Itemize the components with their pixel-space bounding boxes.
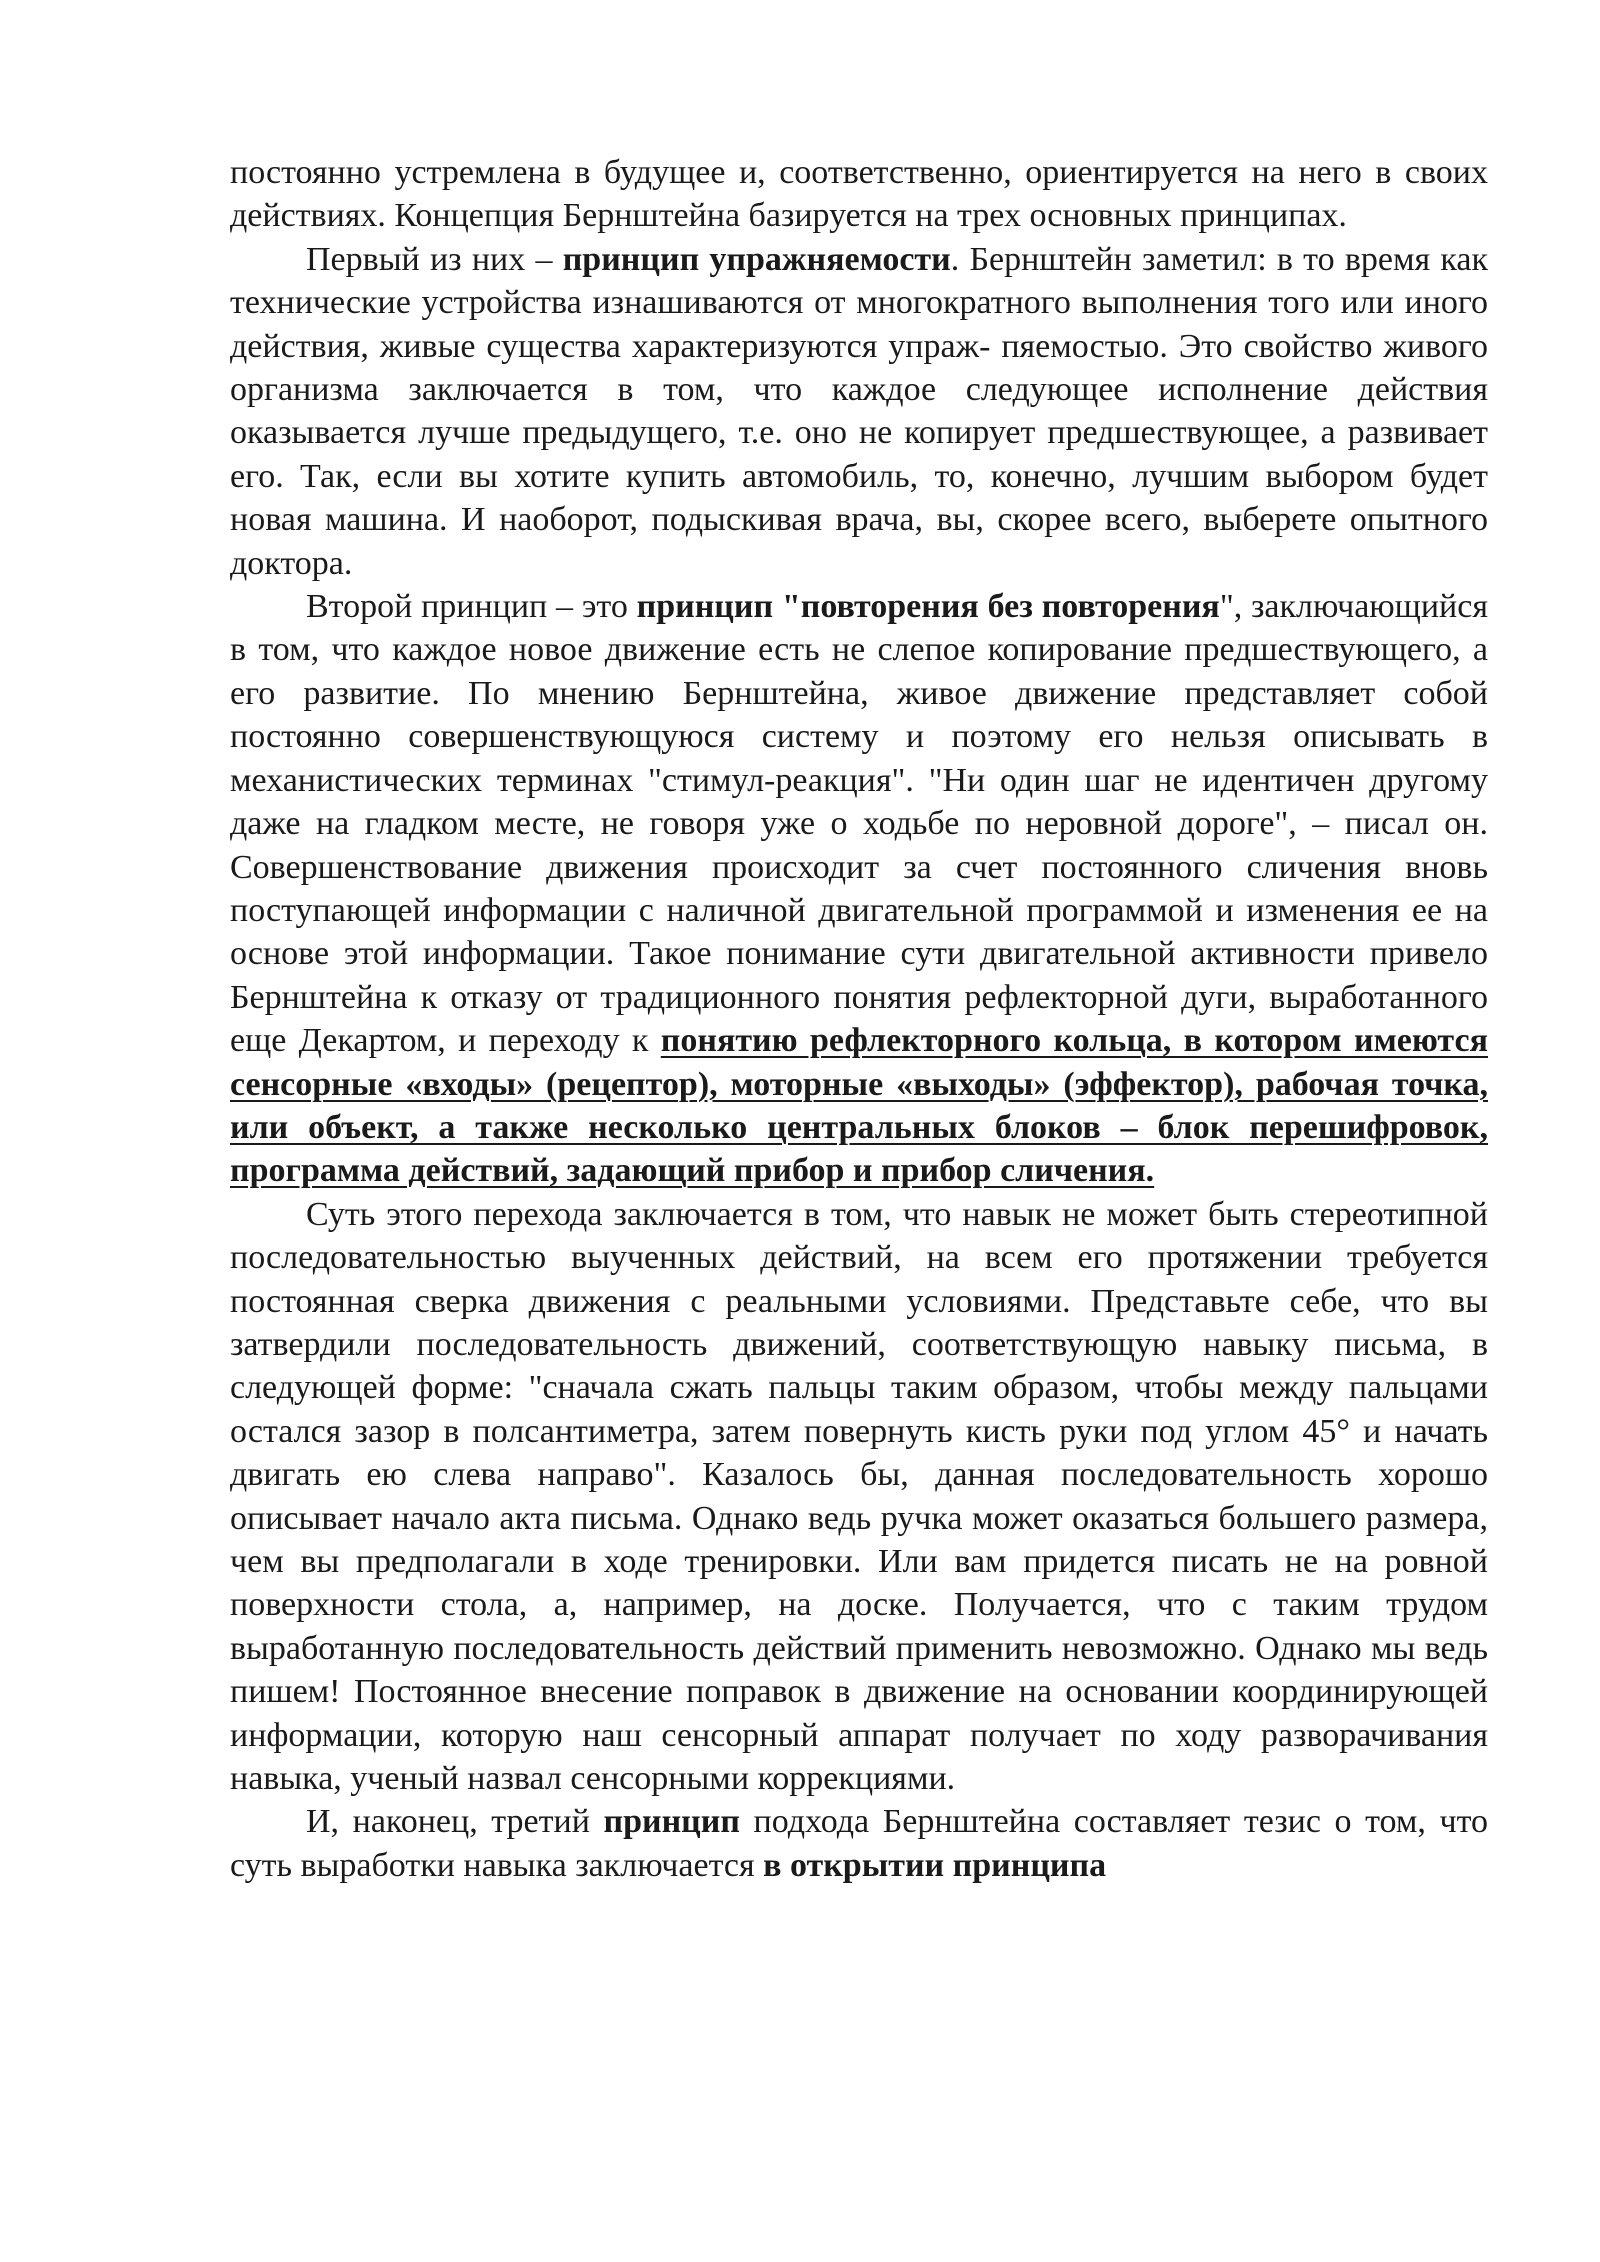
paragraph-4-text: Суть этого перехода заключается в том, что навык не может быть стереотипной последовательностью выученных действий, на всем его протяжении требуется постоянная сверка движения с реальными условиями. Представьте себе, что вы затвердили последовательность движений, соответствующую навыку письма, в следующей форме: "сначала сжать пальцы таким образом, чтобы между пальцами остался зазор в полсантиметра, затем повернуть кисть руки под углом 45° и начать двигать ею слева направо". Казалось бы, данная последовательность хорошо описывает начало акта письма. Однако ведь ручка может оказаться большего размера, чем вы предполагали в ходе тренировки. Или вам придется писать не на ровной поверхности стола, а, например, на доске. Получается, что с таким трудом выработанную последовательность действий применить невозможно. Однако мы ведь пишем! Постоянное внесение поправок в движение на основании координирующей информации, которую наш сенсорный аппарат получает по ходу разворачивания навыка, ученый назвал сенсорными коррекциями. <box>230 1195 1488 1798</box>
paragraph-2-text-a: Первый из них – <box>306 240 563 278</box>
paragraph-2-bold: принцип упражняемости <box>562 240 951 278</box>
paragraph-5-bold-a: принцип <box>603 1803 740 1841</box>
paragraph-3-text-b: ", заключающийся в том, что каждое новое движение есть не слепое копирование предшествующего, а его развитие. По мнению Бернштейна, живое движение представляет собой постоянно совершенствующуюся систему и поэтому его нельзя описывать в механистических терминах "стимул-реакция". "Ни один шаг не идентичен другому даже на гладком месте, не говоря уже о ходьбе по неровной дороге", – писал он. Совершенствование движения происходит за счет постоянного сличения вновь поступающей информации с наличной двигательной программой и изменения ее на основе этой информации. Такое понимание сути двигательной активности привело Бернштейна к отказу от традиционного понятия рефлекторной дуги, выработанного еще Декартом, и переходу к <box>230 588 1488 1060</box>
paragraph-5 <box>230 1800 1488 1887</box>
paragraph-5-text-b: подхода Бернштейна составляет тезис о том, что суть выработки навыка заключается <box>230 1803 1488 1884</box>
paragraph-3 <box>230 585 1488 1193</box>
paragraph-5-text-a: И, наконец, третий <box>306 1803 604 1841</box>
paragraph-1 <box>230 151 1488 238</box>
paragraph-3-bold: принцип "повторения без повторения <box>636 588 1220 626</box>
paragraph-3-text-a: Второй принцип – это <box>306 588 637 626</box>
paragraph-4 <box>230 1193 1488 1801</box>
paragraph-2 <box>230 238 1488 585</box>
paragraph-2-text-b: . Бернштейн заметил: в то время как технические устройства изнашиваются от многократного выполнения того или иного действия, живые существа характеризуются упраж- пяемостыо. Это свойство живого организма заключается в том, что каждое следующее исполнение действия оказывается лучше предыдущего, т.е. оно не копирует предшествующее, а развивает его. Так, если вы хотите купить автомобиль, то, конечно, лучшим выбором будет новая машина. И наоборот, подыскивая врача, вы, скорее всего, выберете опытного доктора. <box>230 240 1488 582</box>
paragraph-1-text: постоянно устремлена в будущее и, соответственно, ориентируется на него в своих действиях. Концепция Бернштейна базируется на трех основных принципах. <box>230 154 1488 235</box>
document-page <box>230 151 1488 1887</box>
paragraph-5-bold-b: в открытии принципа <box>763 1846 1107 1884</box>
paragraph-3-bold-underlined: понятию рефлекторного кольца, в котором имеются сенсорные «входы» (рецептор), моторные «выходы» (эффектор), рабочая точка, или объект, а также несколько центральных блоков – блок перешифровок, программа действий, задающий прибор и прибор сличения. <box>230 1022 1488 1190</box>
